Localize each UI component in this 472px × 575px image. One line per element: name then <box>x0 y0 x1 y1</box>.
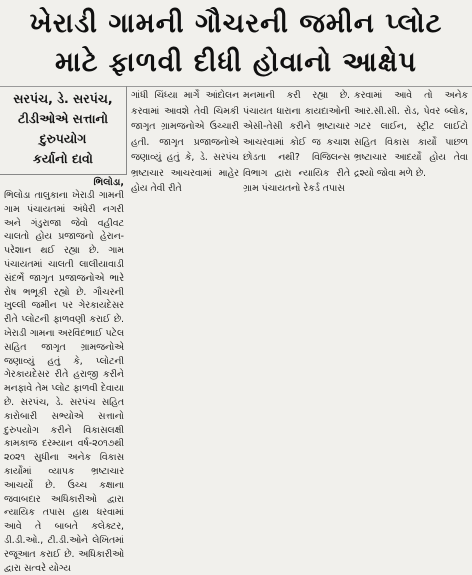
article-body-column-4: કરવામાં આવે તો અનેક આર.સી.સી. રોડ, પેવર બ્લોક, ગટર લાઈન, સ્ટ્રીટ લાઈટો સહિત વિકાસ કાર્યો પાછળ ભ્રષ્ટાચાર આદર્યો હોય તેવા દ્રશ્યો જોવા મળે છે. <box>354 90 468 179</box>
subheadline-line-4: કર્યાનો દાવો <box>33 151 93 166</box>
headline-line-2: માટે ફાળવી દીધી હોવાનો આક્ષેપ <box>55 47 417 78</box>
subheadline-line-3: દુરુપયોગ <box>39 131 87 146</box>
subheadline-box <box>0 86 127 175</box>
article-body-left: ભિલોડા તાલુકાના ખેરાડી ગામની ગામ પંચાયતમાં અંધેરી નગરી અને ગંડુરાજા જેવો વહીવટ ચાલતો હોય પ્રજાજનો હેરાન-પરેશાન થઈ રહ્યા છે. ગામ પંચાયતમાં ચાલતી લાલીયાવાડી સંદર્ભે જાગૃત પ્રજાજનોએ ભારે રોષ ભભૂકી રહ્યો છે. ગૌચરની ખુલ્લી જમીન પર ગેરકાયદેસર રીતે પ્લોટની ફાળવણી કરાઈ છે. ખેરાડી ગામના અરવિંદભાઈ પટેલ સહિત જાગૃત ગ્રામજનોએ જણાવ્યું હતું કે, પ્લોટની ગેરકાયદેસર રીતે હરાજી કરીને મનફાવે તેમ પ્લોટ ફાળવી દેવાયા છે. સરપંચ, ડે. સરપંચ સહિત કારોબારી સભ્યોએ સત્તાનો દુરુપયોગ કરીને વિકાસલક્ષી કામકાજ દરમ્યાન વર્ષ-૨૦૧૭થી ૨૦૨૧ સુધીના અનેક વિકાસ કાર્યોમાં વ્યાપક ભ્રષ્ટાચાર આચર્યો છે. ઉચ્ચ કક્ષાના જવાબદાર અધિકારીઓ દ્વારા ન્યાયિક તપાસ હાથ ધરવામાં આવે તે બાબતે કલેક્ટર, ડી.ડી.ઓ., ટી.ડી.ઓને લેખિતમાં રજૂઆત કરાઈ છે. અધિકારીઓ દ્વારા સત્વરે યોગ્ય <box>4 190 124 574</box>
article-body-column-2: ગાંધી ચિંધ્યા માર્ગે આંદોલન કરવામાં આવશે તેવી ચિમકી જાગૃત ગ્રામજનોએ ઉચ્ચારી હતી. જાગૃત પ્રજાજનોએ જણાવ્યું હતું કે, ડે. સરપંચ ભ્રષ્ટાચાર આચરવામાં માહેર હોય તેવી રીતે <box>131 90 239 194</box>
dateline: ભિલોડા, <box>93 177 124 188</box>
left-column <box>0 86 128 574</box>
subheadline-line-2: ટીડીઓએ સત્તાનો <box>18 111 108 126</box>
article-body-column-3: મનમાની કરી રહ્યા છે. પંચાયત ધારાના કાયદાઓની એસી-તેસી કરીને ભ્રષ્ટાચાર આચરવામાં કોઈ જ કચાશ છોડતા નથી? વિજિલન્સ વિભાગ દ્વારા ન્યાયિક રીતે ગ્રામ પંચાયતનો રેકર્ડ તપાસ <box>243 90 350 194</box>
headline-line-1: ખેરાડી ગામની ગૌચરની જમીન પ્લોટ <box>29 8 443 39</box>
subheadline-line-1: સરપંચ, ડે. સરપંચ, <box>13 91 113 106</box>
